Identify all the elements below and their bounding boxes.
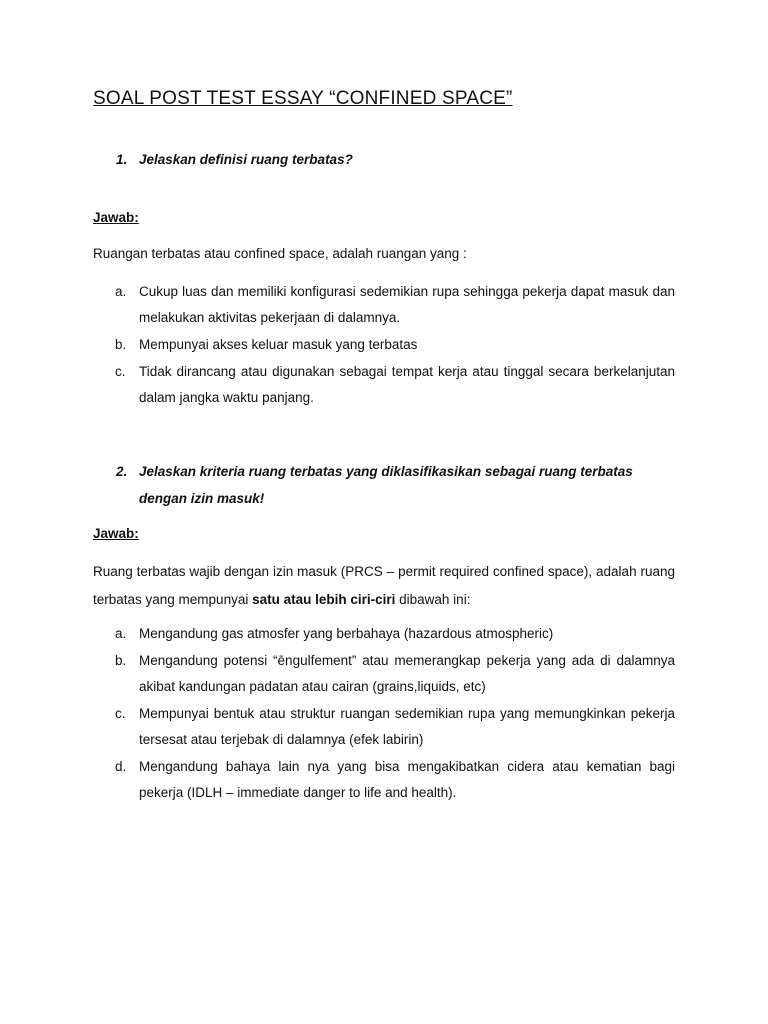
list-item	[93, 621, 675, 647]
list-item-marker: b.	[115, 653, 127, 668]
answer-1-intro: Ruangan terbatas atau confined space, adalah ruangan yang :	[93, 246, 467, 261]
list-item-text: Mengandung potensi “ēngulfement” atau memerangkap pekerja yang ada di dalamnya akibat kandungan padatan atau cairan (grains,liquids, etc)	[139, 653, 675, 694]
answer-1-label: Jawab:	[93, 210, 139, 225]
list-item-text: Mengandung gas atmosfer yang berbahaya (hazardous atmospheric)	[139, 626, 554, 641]
list-item-marker: c.	[115, 364, 126, 379]
list-item-text: Cukup luas dan memiliki konfigurasi sedemikian rupa sehingga pekerja dapat masuk dan melakukan aktivitas pekerjaan di dalamnya.	[139, 284, 675, 325]
list-item-marker: c.	[115, 706, 126, 721]
question-2	[116, 458, 676, 512]
list-item-marker: b.	[115, 337, 127, 352]
question-2-number: 2.	[116, 464, 128, 479]
list-item	[93, 754, 675, 806]
answer-2-intro-end: dibawah ini:	[395, 592, 471, 607]
list-item-text: Mempunyai bentuk atau struktur ruangan sedemikian rupa yang memungkinkan pekerja tersesat atau terjebak di dalamnya (efek labirin)	[139, 706, 675, 747]
list-item	[93, 279, 675, 331]
answer-2-label: Jawab:	[93, 526, 139, 541]
list-item	[93, 648, 675, 700]
question-2-text: Jelaskan kriteria ruang terbatas yang diklasifikasikan sebagai ruang terbatas dengan izin masuk!	[139, 464, 633, 506]
list-item-marker: a.	[115, 626, 127, 641]
answer-2-intro	[93, 558, 675, 614]
list-item-text: Mempunyai akses keluar masuk yang terbatas	[139, 337, 418, 352]
question-1	[116, 146, 676, 173]
list-item-text: Mengandung bahaya lain nya yang bisa mengakibatkan cidera atau kematian bagi pekerja (IDLH – immediate danger to life and health).	[139, 759, 675, 800]
answer-2-intro-emphasis: satu atau lebih ciri-ciri	[252, 592, 396, 607]
question-1-text: Jelaskan definisi ruang terbatas?	[139, 152, 353, 167]
answer-2-list	[93, 621, 675, 807]
list-item	[93, 332, 675, 358]
list-item-marker: d.	[115, 759, 127, 774]
question-1-number: 1.	[116, 152, 128, 167]
answer-2-intro-text: Ruang terbatas wajib dengan izin masuk (PRCS – permit required confined space), adalah ruang terbatas yang mempunyai	[93, 564, 675, 607]
document-title: SOAL POST TEST ESSAY “CONFINED SPACE”	[93, 88, 513, 109]
answer-1-list	[93, 279, 675, 412]
list-item-text: Tidak dirancang atau digunakan sebagai tempat kerja atau tinggal secara berkelanjutan dalam jangka waktu panjang.	[139, 364, 675, 405]
list-item-marker: a.	[115, 284, 127, 299]
list-item	[93, 701, 675, 753]
list-item	[93, 359, 675, 411]
